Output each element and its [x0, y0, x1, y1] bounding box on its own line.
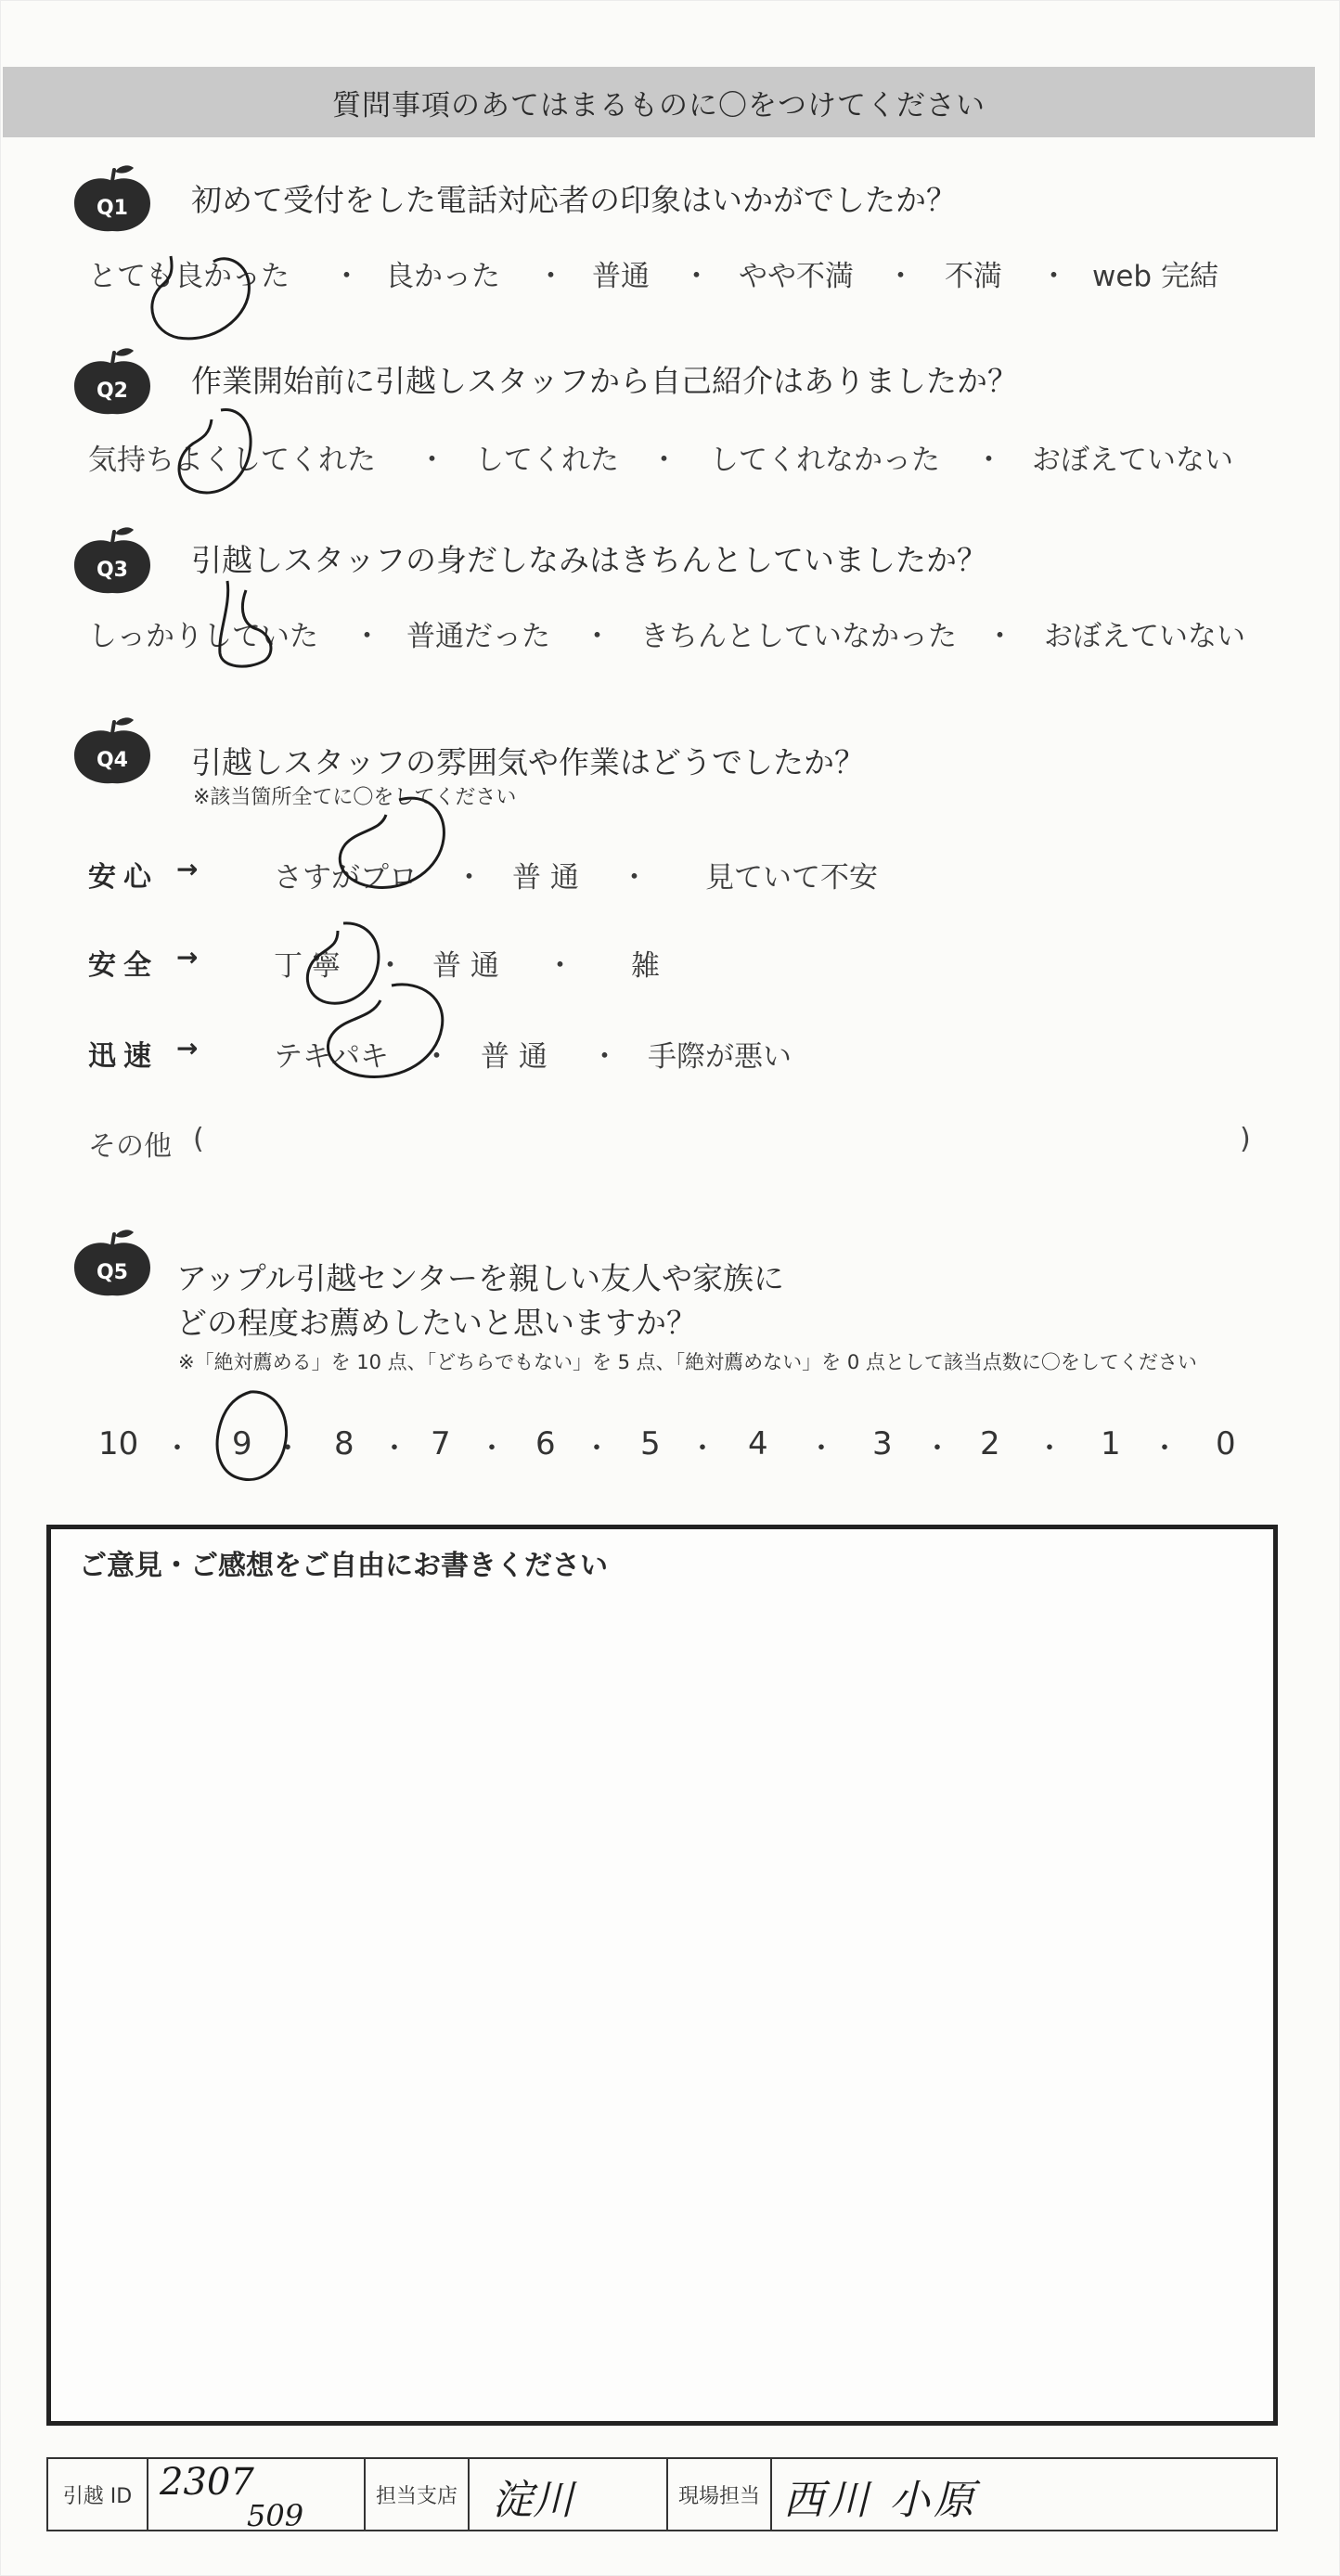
q3-options: [0, 612, 1340, 659]
q4-row-jinsoku-options: [0, 1033, 1340, 1079]
q2-title: 作業開始前に引越しスタッフから自己紹介はありましたか？: [191, 363, 1018, 399]
q2-option[interactable]: 気持ちよくしてくれた: [88, 444, 376, 477]
q4-option[interactable]: 普 通: [432, 949, 499, 983]
page-title: 質問事項のあてはまるものに〇をつけてください: [332, 88, 986, 122]
q4-option[interactable]: 雑: [631, 949, 660, 983]
footer-id-value-line2: 509: [247, 2498, 304, 2533]
q4-option[interactable]: 丁 寧: [274, 949, 341, 983]
scale-value[interactable]: 7: [431, 1425, 451, 1462]
q4-badge: [69, 715, 156, 787]
separator-dot: ・: [1039, 260, 1068, 293]
scale-value[interactable]: 6: [535, 1425, 556, 1462]
separator-dot: ・: [418, 444, 446, 477]
separator-dot: ・: [1036, 1433, 1063, 1465]
q4-option[interactable]: 手際が悪い: [648, 1040, 792, 1074]
q1-badge-label: Q1: [96, 197, 129, 220]
separator-dot: ・: [274, 1433, 302, 1465]
q4-row-anzen-options: [0, 942, 1340, 988]
q5-badge: [69, 1227, 156, 1299]
q4-other-close: ): [1240, 1123, 1251, 1155]
q1-option[interactable]: web 完結: [1092, 260, 1218, 293]
q4-option[interactable]: 普 通: [512, 861, 579, 895]
footer-table: [46, 2457, 1278, 2531]
q4-row-label-anshin: 安心: [88, 861, 159, 894]
q4-row-label-anzen: 安全: [88, 949, 159, 982]
separator-dot: ・: [583, 620, 612, 653]
footer-branch-label: 担当支店: [366, 2459, 470, 2530]
footer-staff-value-text: 西川 小原: [783, 2477, 978, 2524]
header-bar: [3, 67, 1315, 137]
separator-dot: ・: [986, 620, 1014, 653]
scale-value[interactable]: 10: [98, 1425, 139, 1462]
q5-badge-label: Q5: [96, 1261, 129, 1284]
q3-option[interactable]: おぼえていない: [1044, 620, 1245, 653]
apple-badge-icon: [69, 162, 156, 235]
apple-badge-icon: [69, 345, 156, 418]
footer-branch-value[interactable]: [470, 2459, 668, 2530]
q4-option[interactable]: 普 通: [481, 1040, 548, 1074]
footer-id-value[interactable]: [148, 2459, 366, 2533]
q4-option[interactable]: テキパキ: [274, 1040, 389, 1074]
separator-dot: ・: [536, 260, 565, 293]
q1-option[interactable]: とても良かった: [88, 260, 290, 293]
separator-dot: ・: [332, 260, 361, 293]
q2-option[interactable]: おぼえていない: [1032, 444, 1233, 477]
q1-title: 初めて受付をした電話対応者の印象はいかがでしたか？: [191, 182, 957, 218]
scale-value[interactable]: 9: [232, 1425, 252, 1462]
separator-dot: ・: [546, 949, 574, 983]
scale-value[interactable]: 5: [640, 1425, 661, 1462]
q1-option[interactable]: 不満: [945, 260, 1002, 293]
separator-dot: ・: [455, 861, 483, 895]
separator-dot: ・: [807, 1433, 835, 1465]
q3-option[interactable]: きちんとしていなかった: [640, 620, 957, 653]
q4-row-anshin-options: [0, 854, 1340, 900]
q5-note: ※「絶対薦める」を 10 点、「どちらでもない」を 5 点、「絶対薦めない」を 0 点として該当点数に〇をしてください: [178, 1351, 1197, 1373]
q3-option[interactable]: しっかりしていた: [88, 620, 318, 653]
separator-dot: ・: [376, 949, 405, 983]
separator-dot: ・: [886, 260, 915, 293]
separator-dot: ・: [689, 1433, 716, 1465]
right-arrow-icon: →: [176, 942, 199, 972]
q3-badge-label: Q3: [96, 559, 129, 582]
scale-value[interactable]: 3: [872, 1425, 893, 1462]
footer-staff-label: 現場担当: [668, 2459, 772, 2530]
separator-dot: ・: [590, 1040, 619, 1074]
separator-dot: ・: [650, 444, 678, 477]
q4-other-label: その他: [88, 1130, 172, 1163]
q2-option[interactable]: してくれなかった: [710, 444, 940, 477]
q4-option[interactable]: さすがプロ: [274, 861, 418, 895]
comment-box[interactable]: [46, 1525, 1278, 2426]
q1-option[interactable]: やや不満: [739, 260, 854, 293]
scale-value[interactable]: 8: [334, 1425, 354, 1462]
separator-dot: ・: [620, 861, 649, 895]
separator-dot: ・: [583, 1433, 611, 1465]
scale-value[interactable]: 1: [1101, 1425, 1121, 1462]
q4-badge-label: Q4: [96, 749, 129, 772]
q2-badge: [69, 345, 156, 418]
q4-option[interactable]: 見ていて不安: [705, 861, 878, 895]
apple-badge-icon: [69, 1227, 156, 1299]
right-arrow-icon: →: [176, 854, 199, 884]
separator-dot: ・: [974, 444, 1003, 477]
q3-title: 引越しスタッフの身だしなみはきちんとしていましたか？: [191, 542, 987, 578]
q3-badge: [69, 524, 156, 597]
scale-value[interactable]: 0: [1216, 1425, 1236, 1462]
q4-note: ※該当箇所全てに〇をしてください: [193, 786, 517, 809]
q1-option[interactable]: 普通: [592, 260, 650, 293]
separator-dot: ・: [380, 1433, 408, 1465]
separator-dot: ・: [422, 1040, 451, 1074]
q4-row-label-jinsoku: 迅速: [88, 1040, 159, 1073]
apple-badge-icon: [69, 715, 156, 787]
footer-id-label: 引越 ID: [48, 2459, 148, 2530]
footer-branch-value-text: 淀川: [492, 2477, 573, 2524]
separator-dot: ・: [478, 1433, 506, 1465]
q5-title-line2: どの程度お薦めしたいと思いますか？: [176, 1305, 697, 1341]
apple-badge-icon: [69, 524, 156, 597]
separator-dot: ・: [353, 620, 381, 653]
footer-id-value-line1: 2307: [160, 2461, 254, 2504]
separator-dot: ・: [682, 260, 711, 293]
comment-title: ご意見・ご感想をご自由にお書きください: [79, 1550, 608, 1582]
q2-badge-label: Q2: [96, 380, 129, 403]
q4-other-open: (: [193, 1123, 204, 1155]
q1-option[interactable]: 良かった: [385, 260, 500, 293]
q2-option[interactable]: してくれた: [475, 444, 619, 477]
q3-option[interactable]: 普通だった: [406, 620, 550, 653]
separator-dot: ・: [1151, 1433, 1179, 1465]
q2-options: [0, 436, 1340, 483]
right-arrow-icon: →: [176, 1033, 199, 1063]
q4-title: 引越しスタッフの雰囲気や作業はどうでしたか？: [191, 744, 865, 780]
q1-options: [0, 252, 1340, 299]
separator-dot: ・: [163, 1433, 191, 1465]
scale-value[interactable]: 2: [980, 1425, 1000, 1462]
footer-staff-value[interactable]: [772, 2459, 1276, 2530]
comment-text[interactable]: [79, 1594, 1245, 2402]
separator-dot: ・: [923, 1433, 951, 1465]
scale-value[interactable]: 4: [748, 1425, 768, 1462]
q1-badge: [69, 162, 156, 235]
q5-title-line1: アップル引越センターを親しい友人や家族に: [176, 1260, 785, 1296]
